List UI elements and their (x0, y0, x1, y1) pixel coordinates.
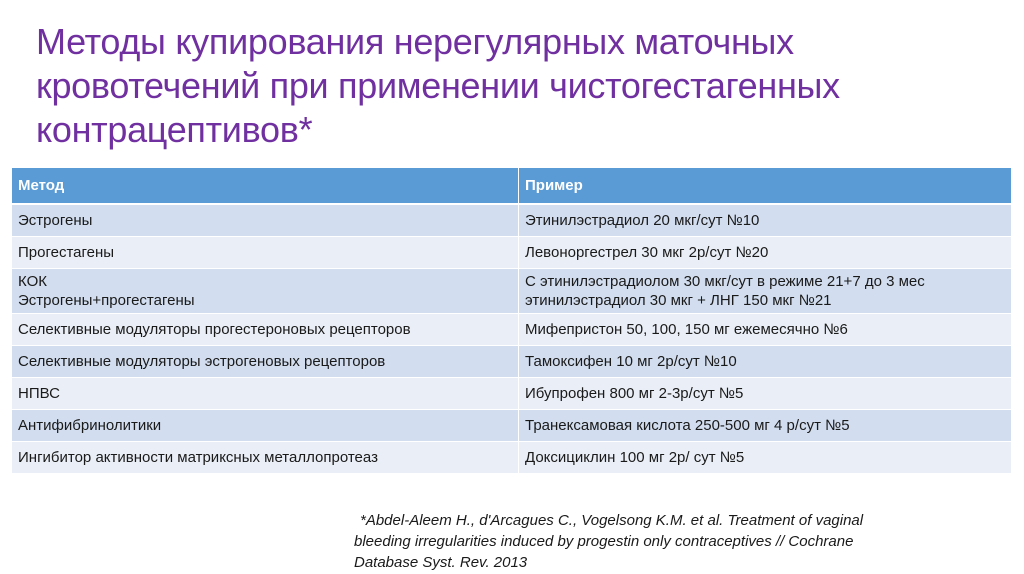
example-cell (519, 378, 1012, 410)
example-cell (519, 346, 1012, 378)
slide-title-line: Методы купирования нерегулярных маточных (36, 21, 794, 62)
method-cell (12, 314, 519, 346)
table-row (12, 410, 1012, 442)
column-header-example: Пример (519, 168, 1012, 204)
method-cell-text: КОК (18, 273, 47, 290)
table-row (12, 237, 1012, 269)
example-cell (519, 204, 1012, 237)
example-cell-text: С этинилэстрадиолом 30 мкг/сут в режиме 21+7 до 3 мес (525, 273, 925, 290)
method-cell (12, 204, 519, 237)
footnote-line: *Abdel-Aleem H., d'Arcagues C., Vogelsong K.M. et al. Treatment of vaginal (360, 512, 864, 529)
example-cell (519, 314, 1012, 346)
method-cell (12, 410, 519, 442)
example-cell (519, 442, 1012, 474)
table-header-row (12, 168, 1012, 204)
table-row (12, 314, 1012, 346)
example-cell-text: Этинилэстрадиол 20 мкг/сут №10 (525, 212, 760, 229)
method-cell (12, 269, 519, 314)
example-cell (519, 410, 1012, 442)
example-cell (519, 269, 1012, 314)
column-header-method: Метод (12, 168, 519, 204)
example-cell-text: Доксициклин 100 мг 2р/ сут №5 (525, 449, 745, 466)
example-cell-text: Ибупрофен 800 мг 2-3р/сут №5 (525, 385, 744, 402)
method-cell-text: Ингибитор активности матриксных металлопротеаз (18, 449, 378, 466)
example-cell-text: этинилэстрадиол 30 мкг + ЛНГ 150 мкг №21 (525, 292, 832, 309)
method-cell-text: Эстрогены+прогестагены (18, 292, 195, 309)
method-cell (12, 237, 519, 269)
example-cell-text: Левоноргестрел 30 мкг 2р/сут №20 (525, 244, 769, 261)
method-cell-text: Селективные модуляторы эстрогеновых рецепторов (18, 353, 386, 370)
method-cell (12, 442, 519, 474)
table-row (12, 204, 1012, 237)
method-cell (12, 378, 519, 410)
example-cell-text: Тамоксифен 10 мг 2р/сут №10 (525, 353, 737, 370)
methods-table (12, 168, 1012, 474)
method-cell-text: НПВС (18, 385, 60, 402)
table-row (12, 346, 1012, 378)
method-cell-text: Селективные модуляторы прогестероновых рецепторов (18, 321, 411, 338)
method-cell (12, 346, 519, 378)
slide-title-line: кровотечений при применении чистогестагенных (36, 65, 840, 106)
table-row (12, 442, 1012, 474)
footnote-line: Database Syst. Rev. 2013 (354, 554, 528, 571)
slide-title-line: контрацептивов* (36, 109, 313, 150)
method-cell-text: Антифибринолитики (18, 417, 162, 434)
table-row (12, 378, 1012, 410)
citation-footnote (354, 510, 994, 573)
example-cell (519, 237, 1012, 269)
slide-title (36, 20, 996, 152)
table-body (12, 204, 1012, 474)
method-cell-text: Эстрогены (18, 212, 93, 229)
table-row (12, 269, 1012, 314)
method-cell-text: Прогестагены (18, 244, 115, 261)
example-cell-text: Транексамовая кислота 250-500 мг 4 р/сут №5 (525, 417, 850, 434)
footnote-line: bleeding irregularities induced by progestin only contraceptives // Cochrane (354, 533, 854, 550)
example-cell-text: Мифепристон 50, 100, 150 мг ежемесячно №6 (525, 321, 848, 338)
